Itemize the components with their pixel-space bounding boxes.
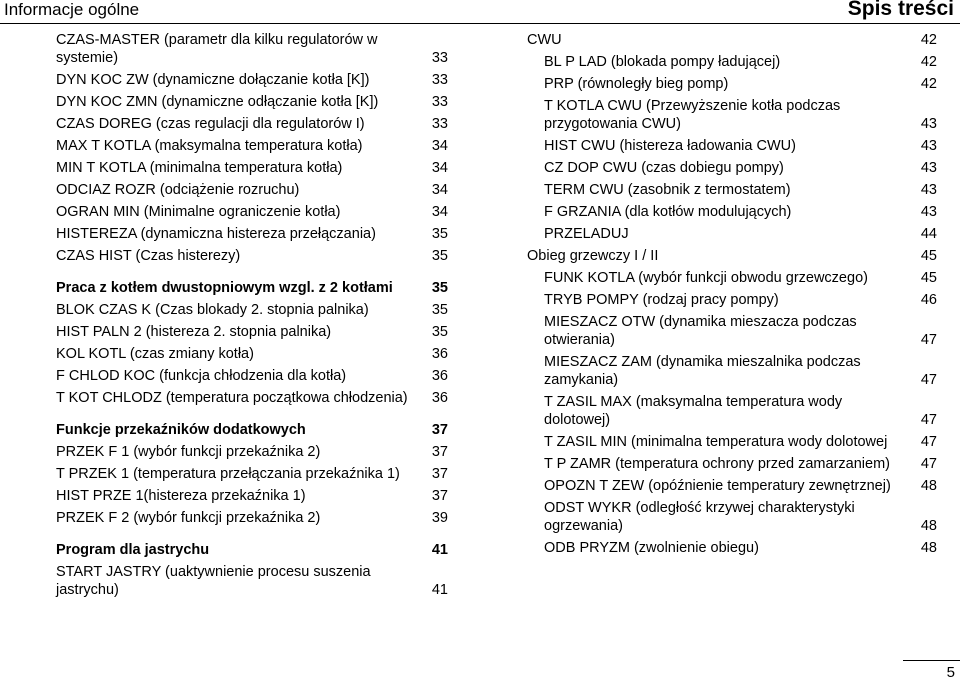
- toc-page-number: 46: [920, 292, 937, 308]
- toc-entry-text: PRZEK F 1 (wybór funkcji przekaźnika 2): [56, 444, 321, 460]
- toc-entry-text: HISTEREZA (dynamiczna histereza przełączania): [56, 226, 376, 242]
- toc-entry-text: T P ZAMR (temperatura ochrony przed zamarzaniem): [544, 456, 890, 472]
- toc-page-number: 35: [431, 280, 448, 296]
- toc-page-number: 35: [431, 302, 448, 318]
- toc-page-number: 43: [920, 138, 937, 154]
- toc-page-number: 42: [920, 32, 937, 48]
- toc-page-number: 37: [431, 466, 448, 482]
- toc-entry-text: BLOK CZAS K (Czas blokady 2. stopnia palnika): [56, 302, 369, 318]
- toc-entry-text: MIESZACZ ZAM (dynamika mieszalnika podczas zamykania): [544, 354, 861, 388]
- toc-entry[interactable]: [527, 477, 937, 495]
- toc-entry-text: T KOTLA CWU (Przewyższenie kotła podczas przygotowania CWU): [544, 98, 841, 132]
- toc-entry-text: ODB PRYZM (zwolnienie obiegu): [544, 540, 759, 556]
- toc-entry-text: F GRZANIA (dla kotłów modulujących): [544, 204, 792, 220]
- toc-page-number: 35: [431, 248, 448, 264]
- toc-entry[interactable]: [527, 393, 937, 429]
- toc-entry[interactable]: [527, 75, 937, 93]
- toc-entry-text: T ZASIL MIN (minimalna temperatura wody dolotowej: [544, 434, 888, 450]
- toc-page-number: 47: [920, 412, 937, 428]
- toc-page-number: 39: [431, 510, 448, 526]
- toc-page-number: 42: [920, 54, 937, 70]
- toc-section-heading[interactable]: [56, 421, 448, 439]
- toc-entry-text: FUNK KOTLA (wybór funkcji obwodu grzewczego): [544, 270, 868, 286]
- toc-entry-text: Program dla jastrychu: [56, 542, 210, 558]
- toc-entry[interactable]: [56, 247, 448, 265]
- toc-entry-text: ODCIAZ ROZR (odciążenie rozruchu): [56, 182, 300, 198]
- toc-entry-text: T ZASIL MAX (maksymalna temperatura wody dolotowej): [544, 394, 843, 428]
- toc-page-number: 41: [431, 542, 448, 558]
- toc-page-number: 47: [920, 456, 937, 472]
- toc-entry-text: PRP (równoległy bieg pomp): [544, 76, 729, 92]
- toc-page-number: 44: [920, 226, 937, 242]
- toc-entry[interactable]: [527, 181, 937, 199]
- toc-entry-text: Praca z kotłem dwustopniowym wzgl. z 2 kotłami: [56, 280, 393, 296]
- toc-page-number: 48: [920, 518, 937, 534]
- toc-entry-text: PRZELADUJ: [544, 226, 629, 242]
- toc-page-number: 34: [431, 138, 448, 154]
- toc-entry[interactable]: [56, 203, 448, 221]
- toc-entry[interactable]: [56, 115, 448, 133]
- toc-entry-text: KOL KOTL (czas zmiany kotła): [56, 346, 254, 362]
- toc-entry-text: CZAS DOREG (czas regulacji dla regulatorów I): [56, 116, 365, 132]
- toc-left-column: [56, 31, 448, 603]
- toc-entry[interactable]: [527, 433, 937, 451]
- toc-entry-text: CZ DOP CWU (czas dobiegu pompy): [544, 160, 784, 176]
- toc-page-number: 41: [431, 582, 448, 598]
- toc-entry-text: HIST PRZE 1(histereza przekaźnika 1): [56, 488, 306, 504]
- toc-page-number: 37: [431, 422, 448, 438]
- toc-entry-text: CZAS HIST (Czas histerezy): [56, 248, 241, 264]
- toc-page-number: 35: [431, 324, 448, 340]
- toc-entry[interactable]: [56, 31, 448, 67]
- toc-entry[interactable]: [56, 137, 448, 155]
- toc-section-heading[interactable]: [56, 279, 448, 297]
- toc-entry-text: TRYB POMPY (rodzaj pracy pompy): [544, 292, 779, 308]
- toc-page-number: 34: [431, 182, 448, 198]
- toc-page-number: 43: [920, 182, 937, 198]
- toc-entry[interactable]: [56, 487, 448, 505]
- toc-entry-text: HIST PALN 2 (histereza 2. stopnia palnika): [56, 324, 332, 340]
- toc-entry[interactable]: [56, 465, 448, 483]
- toc-page-number: 42: [920, 76, 937, 92]
- toc-page-number: 33: [431, 94, 448, 110]
- toc-entry-text: F CHLOD KOC (funkcja chłodzenia dla kotła): [56, 368, 347, 384]
- toc-entry-text: MAX T KOTLA (maksymalna temperatura kotła): [56, 138, 363, 154]
- toc-page-number: 47: [920, 434, 937, 450]
- section-spacer: [56, 531, 448, 541]
- toc-page-number: 34: [431, 160, 448, 176]
- footer-rule: [903, 660, 960, 661]
- toc-page-number: 43: [920, 160, 937, 176]
- toc-entry[interactable]: [56, 159, 448, 177]
- toc-entry[interactable]: [56, 389, 448, 407]
- toc-entry-text: T PRZEK 1 (temperatura przełączania przekaźnika 1): [56, 466, 400, 482]
- toc-entry[interactable]: [527, 203, 937, 221]
- toc-page-number: 48: [920, 540, 937, 556]
- toc-entry-text: TERM CWU (zasobnik z termostatem): [544, 182, 791, 198]
- toc-right-column: [527, 31, 937, 561]
- toc-entry-text: OPOZN T ZEW (opóźnienie temperatury zewnętrznej): [544, 478, 891, 494]
- toc-entry[interactable]: [527, 31, 937, 49]
- toc-page-number: 45: [920, 270, 937, 286]
- section-title: Informacje ogólne: [4, 0, 140, 19]
- toc-entry[interactable]: [56, 563, 448, 599]
- toc-entry[interactable]: [527, 455, 937, 473]
- toc-entry[interactable]: [56, 93, 448, 111]
- toc-entry[interactable]: [527, 159, 937, 177]
- toc-page-number: 37: [431, 444, 448, 460]
- toc-entry[interactable]: [56, 367, 448, 385]
- toc-page-number: 36: [431, 368, 448, 384]
- toc-entry[interactable]: [56, 345, 448, 363]
- toc-entry[interactable]: [56, 225, 448, 243]
- toc-page-number: 36: [431, 346, 448, 362]
- toc-entry-text: HIST CWU (histereza ładowania CWU): [544, 138, 796, 154]
- toc-entry-text: CZAS-MASTER (parametr dla kilku regulatorów w systemie): [56, 32, 378, 66]
- toc-entry-text: ODST WYKR (odległość krzywej charakterystyki ogrzewania): [544, 500, 855, 534]
- toc-page-number: 34: [431, 204, 448, 220]
- toc-page-number: 36: [431, 390, 448, 406]
- toc-page-number: 33: [431, 50, 448, 66]
- header-rule: [0, 23, 960, 24]
- toc-entry[interactable]: [527, 269, 937, 287]
- toc-page-number: 35: [431, 226, 448, 242]
- toc-page-number: 43: [920, 204, 937, 220]
- toc-entry-text: Obieg grzewczy I / II: [527, 248, 659, 264]
- toc-page-number: 45: [920, 248, 937, 264]
- toc-page-number: 37: [431, 488, 448, 504]
- toc-entry[interactable]: [527, 313, 937, 349]
- section-spacer: [56, 411, 448, 421]
- toc-entry-text: Funkcje przekaźników dodatkowych: [56, 422, 306, 438]
- toc-entry-text: BL P LAD (blokada pompy ładującej): [544, 54, 781, 70]
- toc-entry[interactable]: [527, 539, 937, 557]
- toc-entry[interactable]: [56, 509, 448, 527]
- toc-entry[interactable]: [527, 291, 937, 309]
- toc-entry[interactable]: [56, 301, 448, 319]
- toc-entry[interactable]: [56, 323, 448, 341]
- section-spacer: [56, 269, 448, 279]
- toc-page-number: 33: [431, 116, 448, 132]
- toc-entry-text: OGRAN MIN (Minimalne ograniczenie kotła): [56, 204, 341, 220]
- toc-page-number: 43: [920, 116, 937, 132]
- toc-page-number: 47: [920, 372, 937, 388]
- toc-entry[interactable]: [56, 71, 448, 89]
- toc-entry-text: MIN T KOTLA (minimalna temperatura kotła): [56, 160, 343, 176]
- toc-page-number: 47: [920, 332, 937, 348]
- toc-page-number: 48: [920, 478, 937, 494]
- toc-entry-text: DYN KOC ZW (dynamiczne dołączanie kotła [K]): [56, 72, 370, 88]
- toc-entry[interactable]: [56, 443, 448, 461]
- toc-entry[interactable]: [527, 225, 937, 243]
- toc-entry[interactable]: [527, 53, 937, 71]
- toc-entry-text: CWU: [527, 32, 562, 48]
- toc-entry-text: T KOT CHLODZ (temperatura początkowa chłodzenia): [56, 390, 408, 406]
- toc-entry[interactable]: [527, 137, 937, 155]
- footer-page-number: 5: [946, 664, 955, 681]
- toc-entry[interactable]: [56, 181, 448, 199]
- toc-entry-text: MIESZACZ OTW (dynamika mieszacza podczas otwierania): [544, 314, 857, 348]
- toc-entry[interactable]: [527, 499, 937, 535]
- toc-page-number: 33: [431, 72, 448, 88]
- toc-entry[interactable]: [527, 353, 937, 389]
- page-title: Spis treści: [847, 0, 954, 20]
- toc-entry-text: PRZEK F 2 (wybór funkcji przekaźnika 2): [56, 510, 321, 526]
- toc-entry[interactable]: [527, 247, 937, 265]
- toc-entry-text: DYN KOC ZMN (dynamiczne odłączanie kotła [K]): [56, 94, 379, 110]
- toc-entry-text: START JASTRY (uaktywnienie procesu suszenia jastrychu): [56, 564, 371, 598]
- toc-section-heading[interactable]: [56, 541, 448, 559]
- toc-entry[interactable]: [527, 97, 937, 133]
